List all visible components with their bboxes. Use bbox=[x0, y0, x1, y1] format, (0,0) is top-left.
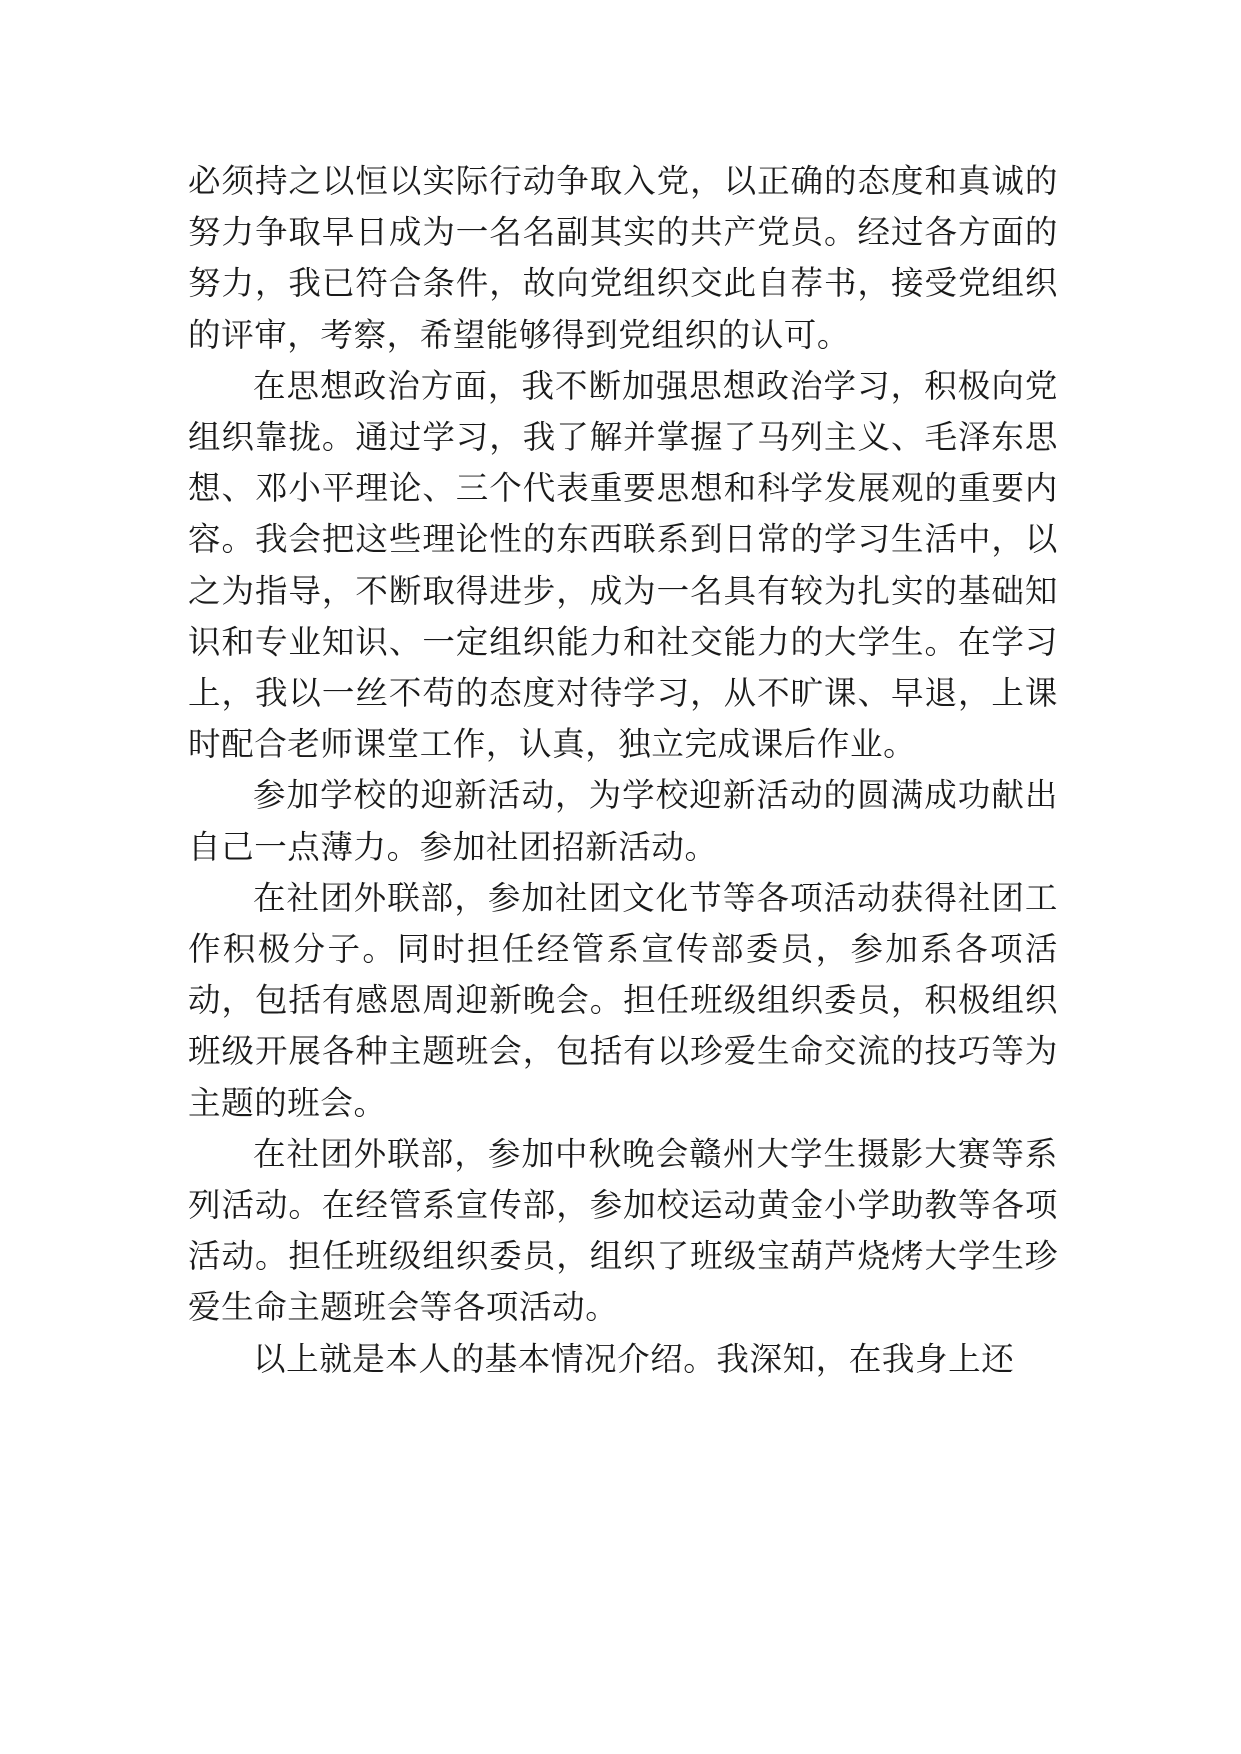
document-body bbox=[188, 156, 1058, 1385]
paragraph-5: 在社团外联部，参加中秋晚会赣州大学生摄影大赛等系列活动。在经管系宣传部，参加校运动黄金小学助教等各项活动。担任班级组织委员，组织了班级宝葫芦烧烤大学生珍爱生命主题班会等各项活动。 bbox=[188, 1134, 1058, 1327]
paragraph-1: 必须持之以恒以实际行动争取入党，以正确的态度和真诚的努力争取早日成为一名名副其实的共产党员。经过各方面的努力，我已符合条件，故向党组织交此自荐书，接受党组织的评审，考察，希望能够得到党组织的认可。 bbox=[188, 162, 1058, 354]
paragraph-6: 以上就是本人的基本情况介绍。我深知，在我身上还 bbox=[253, 1339, 1015, 1378]
paragraph-2: 在思想政治方面，我不断加强思想政治学习，积极向党组织靠拢。通过学习，我了解并掌握了马列主义、毛泽东思想、邓小平理论、三个代表重要思想和科学发展观的重要内容。我会把这些理论性的东西联系到日常的学习生活中，以之为指导，不断取得进步，成为一名具有较为扎实的基础知识和专业知识、一定组织能力和社交能力的大学生。在学习上，我以一丝不苟的态度对待学习，从不旷课、早退，上课时配合老师课堂工作，认真，独立完成课后作业。 bbox=[188, 366, 1058, 764]
paragraph-4: 在社团外联部，参加社团文化节等各项活动获得社团工作积极分子。同时担任经管系宣传部委员，参加系各项活动，包括有感恩周迎新晚会。担任班级组织委员，积极组织班级开展各种主题班会，包括有以珍爱生命交流的技巧等为主题的班会。 bbox=[188, 878, 1058, 1122]
paragraph-3: 参加学校的迎新活动，为学校迎新活动的圆满成功献出自己一点薄力。参加社团招新活动。 bbox=[188, 776, 1058, 866]
